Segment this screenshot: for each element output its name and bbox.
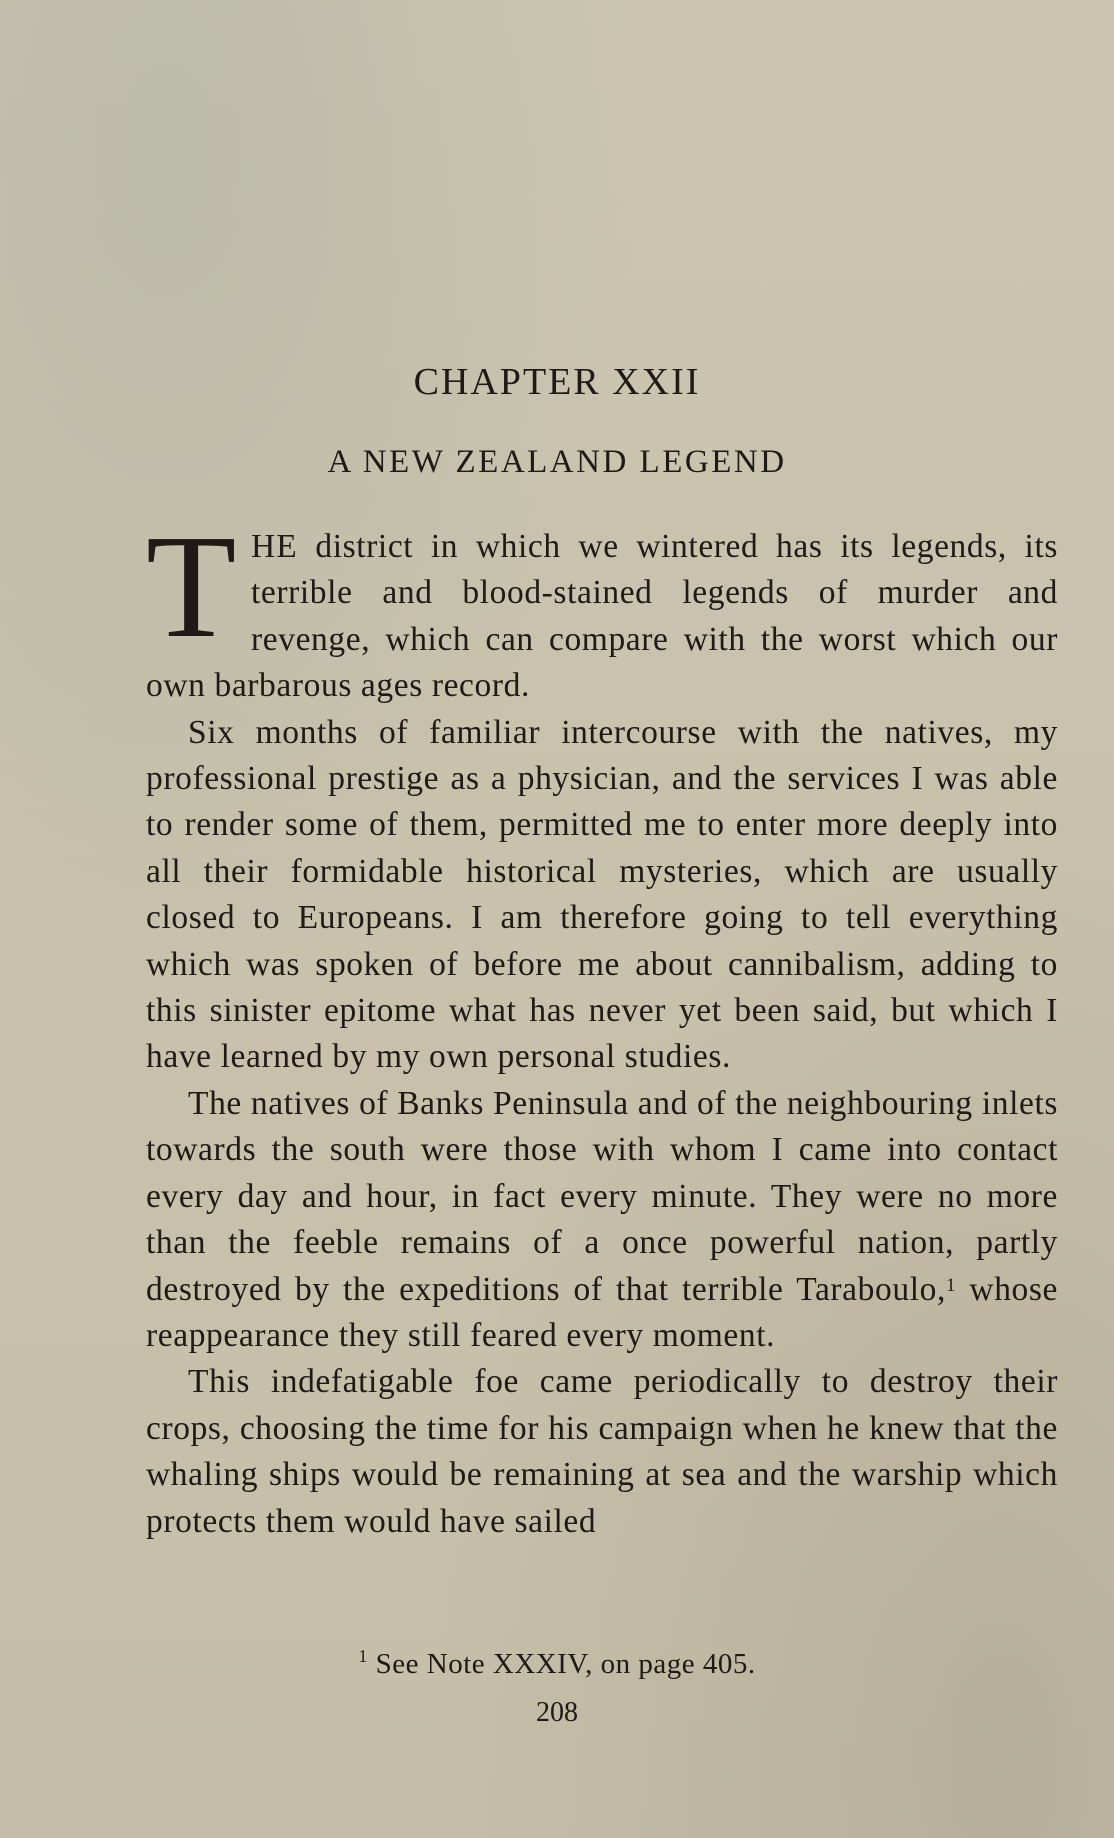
chapter-heading: CHAPTER XXII (413, 361, 701, 403)
footnote (0, 1648, 1114, 1681)
page-number: 208 (536, 1697, 578, 1728)
paragraph-3-text-a: The natives of Banks Peninsula and of the neighbouring inlets towards the south were those with whom I came into contact every day and hour, in fact every minute. They were no more than the feeble remains of a once powerful nation, partly destroyed by the expeditions of that terrible Taraboulo, (146, 1084, 1058, 1308)
paragraph-1 (146, 505, 1058, 710)
first-word-rest: HE (251, 528, 298, 565)
paragraph-2: Six months of familiar intercourse with the natives, my professional prestige as a physician, and the services I was able to render some of them, permitted me to enter more deeply into all their formidable historical mysteries, which are usually closed to Europeans. I am therefore going to tell everything which was spoken of before me about cannibalism, adding to this sinister epitome what has never yet been said, but which I have learned by my own personal studies. (146, 713, 1058, 1076)
chapter-body (146, 505, 1058, 1545)
paragraph-3-text-b: whose reappearance they still feared every moment. (146, 1270, 1058, 1354)
footnote-reference: 1 (945, 1274, 957, 1296)
paragraph-3 (146, 1081, 1058, 1359)
footnote-text: See Note XXXIV, on page 405. (367, 1648, 756, 1680)
chapter-title: A NEW ZEALAND LEGEND (327, 444, 787, 480)
drop-cap: T (146, 505, 238, 669)
paragraph-1-text: district in which we wintered has its legends, its terrible and blood-stained legends of murder and revenge, which can compare with the worst which our own barbarous ages record. (146, 528, 1058, 705)
footnote-marker: 1 (358, 1646, 368, 1666)
paragraph-4: This indefatigable foe came periodically to destroy their crops, choosing the time for his campaign when he knew that the whaling ships would be remaining at sea and the warship which protects them would have sailed (146, 1363, 1058, 1540)
show-through-text (140, 90, 1060, 350)
